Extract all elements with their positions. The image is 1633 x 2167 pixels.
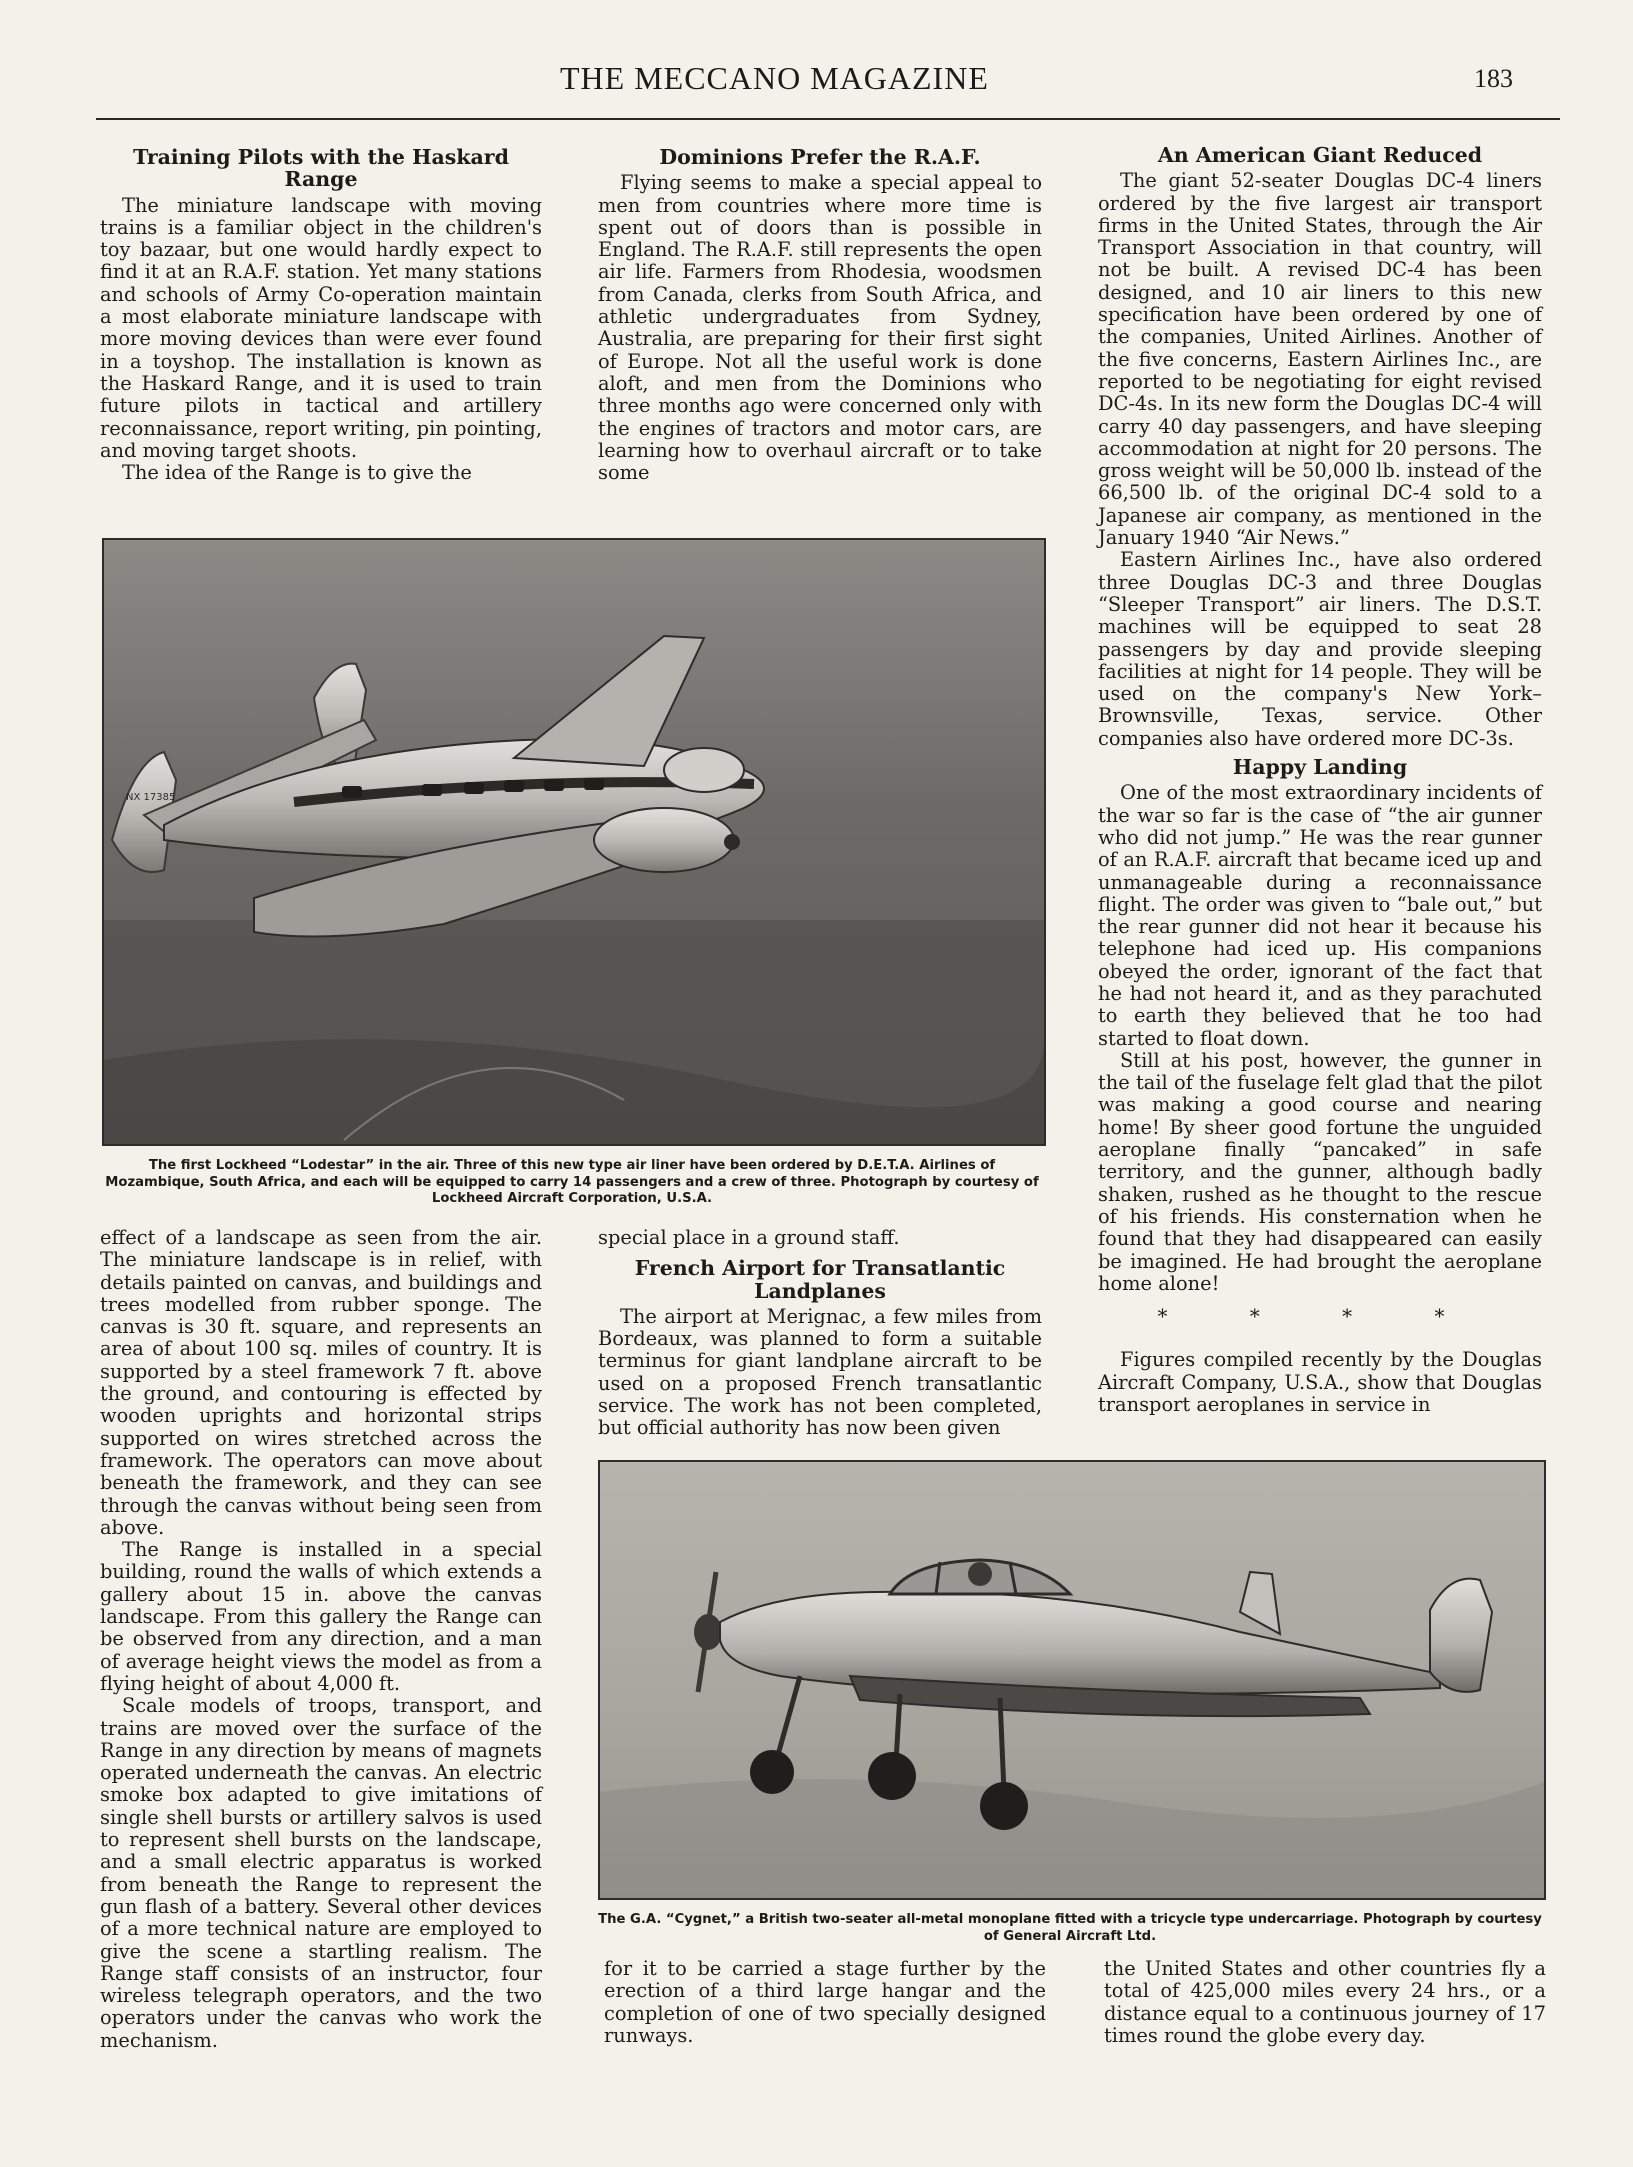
paragraph: One of the most extraordinary incidents of the war so far is the case of “the air gunner who did not jump.” He was the rear gunner of an R.A.F. aircraft that became iced up and unmanageable during a reconnaissance flight. The order was given to “bale out,” but the rear gunner did not hear it because his telephone had iced up. His companions obeyed the order, ignorant of the fact that he had not heard it, and as they parachuted to earth they believed that he too had started to float down. bbox=[1098, 781, 1542, 1050]
paragraph: Scale models of troops, transport, and trains are moved over the surface of the Range in any direction by means of magnets operated underneath the canvas. An electric smoke box adapted to give imitations of single shell bursts or artillery salvos is used to represent shell bursts on the landscape, and a small electric apparatus is worked from beneath the Range to represent the gun flash of a battery. Several other devices of a more technical nature are employed to give the scene a startling realism. The Range staff consists of an instructor, four wireless telegraph operators, and the two operators under the canvas who work the mechanism. bbox=[100, 1694, 542, 2052]
heading-dominions: Dominions Prefer the R.A.F. bbox=[659, 145, 981, 169]
photo-lockheed-lodestar bbox=[102, 538, 1046, 1146]
heading-haskard-range: Training Pilots with the Haskard Range bbox=[133, 145, 509, 192]
paragraph: The giant 52-seater Douglas DC-4 liners ordered by the five largest air transport firms in the United States, through the Air Transport Association in that country, will not be built. A revised DC-4 has been designed, and 10 air liners to this new specification have been ordered by one of the companies, United Airlines. Another of the five concerns, Eastern Airlines Inc., are reported to be negotiating for eight revised DC-4s. In its new form the Douglas DC-4 will carry 40 day passengers, and have sleeping accommodation at night for 20 persons. The gross weight will be 50,000 lb. instead of the 66,500 lb. of the original DC-4 sold to a Japanese air company, as mentioned in the January 1940 “Air News.” bbox=[1098, 169, 1542, 550]
paragraph: The idea of the Range is to give the bbox=[122, 461, 472, 485]
paragraph: for it to be carried a stage further by the erection of a third large hangar and the completion of one of two specially designed runways. bbox=[604, 1957, 1046, 2047]
heading-french-airport: French Airport for Transatlantic Landplanes bbox=[634, 1256, 1006, 1303]
article-haskard-continued bbox=[100, 1227, 542, 2052]
paragraph: The Range is installed in a special building, round the walls of which extends a gallery about 15 in. above the canvas landscape. From this gallery the Range can be observed from any direction, and a man of average height views the model as from a flying height of about 4,000 ft. bbox=[100, 1538, 542, 1695]
caption-ga-cygnet: The G.A. “Cygnet,” a British two-seater all-metal monoplane fitted with a tricycle type undercarriage. Photograph by courtesy of General Aircraft Ltd. bbox=[598, 1912, 1542, 1944]
header-rule bbox=[96, 118, 1560, 120]
paragraph: special place in a ground staff. bbox=[598, 1226, 900, 1249]
paragraph: Still at his post, however, the gunner in the tail of the fuselage felt glad that the pilot was making a good course and nearing home! By sheer good fortune the unguided aeroplane finally “pancaked” in safe territory, and the gunner, although badly shaken, rushed as he thought to the rescue of his friends. His consternation when he found that they had disappeared can easily be imagined. He had brought the aeroplane home alone! bbox=[1098, 1048, 1542, 1295]
paragraph: The miniature landscape with moving trains is a familiar object in the children's toy bazaar, but one would hardly expect to find it at an R.A.F. station. Yet many stations and schools of Army Co-operation maintain a most elaborate miniature landscape with more moving devices than were ever found in a toyshop. The installation is known as the Haskard Range, and it is used to train future pilots in tactical and artillery reconnaissance, report writing, pin pointing, and moving target shoots. bbox=[100, 193, 542, 462]
photo-ga-cygnet bbox=[598, 1460, 1546, 1900]
paragraph: Figures compiled recently by the Douglas Aircraft Company, U.S.A., show that Douglas transport aeroplanes in service in bbox=[1098, 1348, 1542, 1417]
paragraph: The airport at Merignac, a few miles from Bordeaux, was planned to form a suitable terminus for giant landplane aircraft to be used on a proposed French transatlantic service. The work has not been completed, but official authority has now been given bbox=[598, 1304, 1042, 1440]
magazine-title: THE MECCANO MAGAZINE bbox=[560, 60, 989, 96]
article-douglas-figures-continued bbox=[1104, 1958, 1546, 2047]
article-haskard-range bbox=[100, 146, 542, 484]
aircraft-registration: NX 17385 bbox=[126, 792, 176, 803]
paragraph: the United States and other countries fly a total of 425,000 miles every 24 hrs., or a distance equal to a continuous journey of 17 times round the globe every day. bbox=[1104, 1957, 1546, 2047]
paragraph: effect of a landscape as seen from the air. The miniature landscape is in relief, with details painted on canvas, and buildings and trees modelled from rubber sponge. The canvas is 30 ft. square, and represents an area of about 100 sq. miles of country. It is supported by a steel framework 7 ft. above the ground, and contouring is effected by wooden uprights and horizontal strips supported on wires stretched across the framework. The operators can move about beneath the framework, and they can see through the canvas without being seen from above. bbox=[100, 1226, 542, 1539]
heading-american-giant: An American Giant Reduced bbox=[1157, 143, 1483, 167]
caption-lockheed-lodestar: The first Lockheed “Lodestar” in the air. Three of this new type air liner have been ordered by D.E.T.A. Airlines of Mozambique, South Africa, and each will be equipped to carry 14 passengers and a crew of three. Photograph by courtesy of Lockheed Aircraft Corporation, U.S.A. bbox=[105, 1158, 1039, 1206]
column-three bbox=[1098, 144, 1542, 1416]
paragraph: Flying seems to make a special appeal to men from countries where more time is spent out of doors than is possible in England. The R.A.F. still represents the open air life. Farmers from Rhodesia, woodsmen from Canada, clerks from South Africa, and athletic undergraduates from Sydney, Australia, are preparing for their first sight of Europe. Not all the useful work is done aloft, and men from the Dominions who three months ago were concerned only with the engines of tractors and motor cars, are learning how to overhaul aircraft or to take some bbox=[598, 171, 1042, 485]
article-french-airport bbox=[598, 1227, 1042, 1440]
heading-happy-landing: Happy Landing bbox=[1232, 755, 1408, 780]
paragraph: Eastern Airlines Inc., have also ordered three Douglas DC-3 and three Douglas “Sleeper Transport” air liners. The D.S.T. machines will be equipped to seat 28 passengers by day and provide sleeping facilities at night for 14 people. They will be used on the company's New York–Brownsville, Texas, service. Other companies also have ordered more DC-3s. bbox=[1098, 548, 1542, 750]
page-number: 183 bbox=[1474, 64, 1513, 93]
article-french-airport-continued bbox=[604, 1958, 1046, 2047]
article-dominions bbox=[598, 146, 1042, 484]
section-separator: * * * * bbox=[1157, 1304, 1483, 1329]
